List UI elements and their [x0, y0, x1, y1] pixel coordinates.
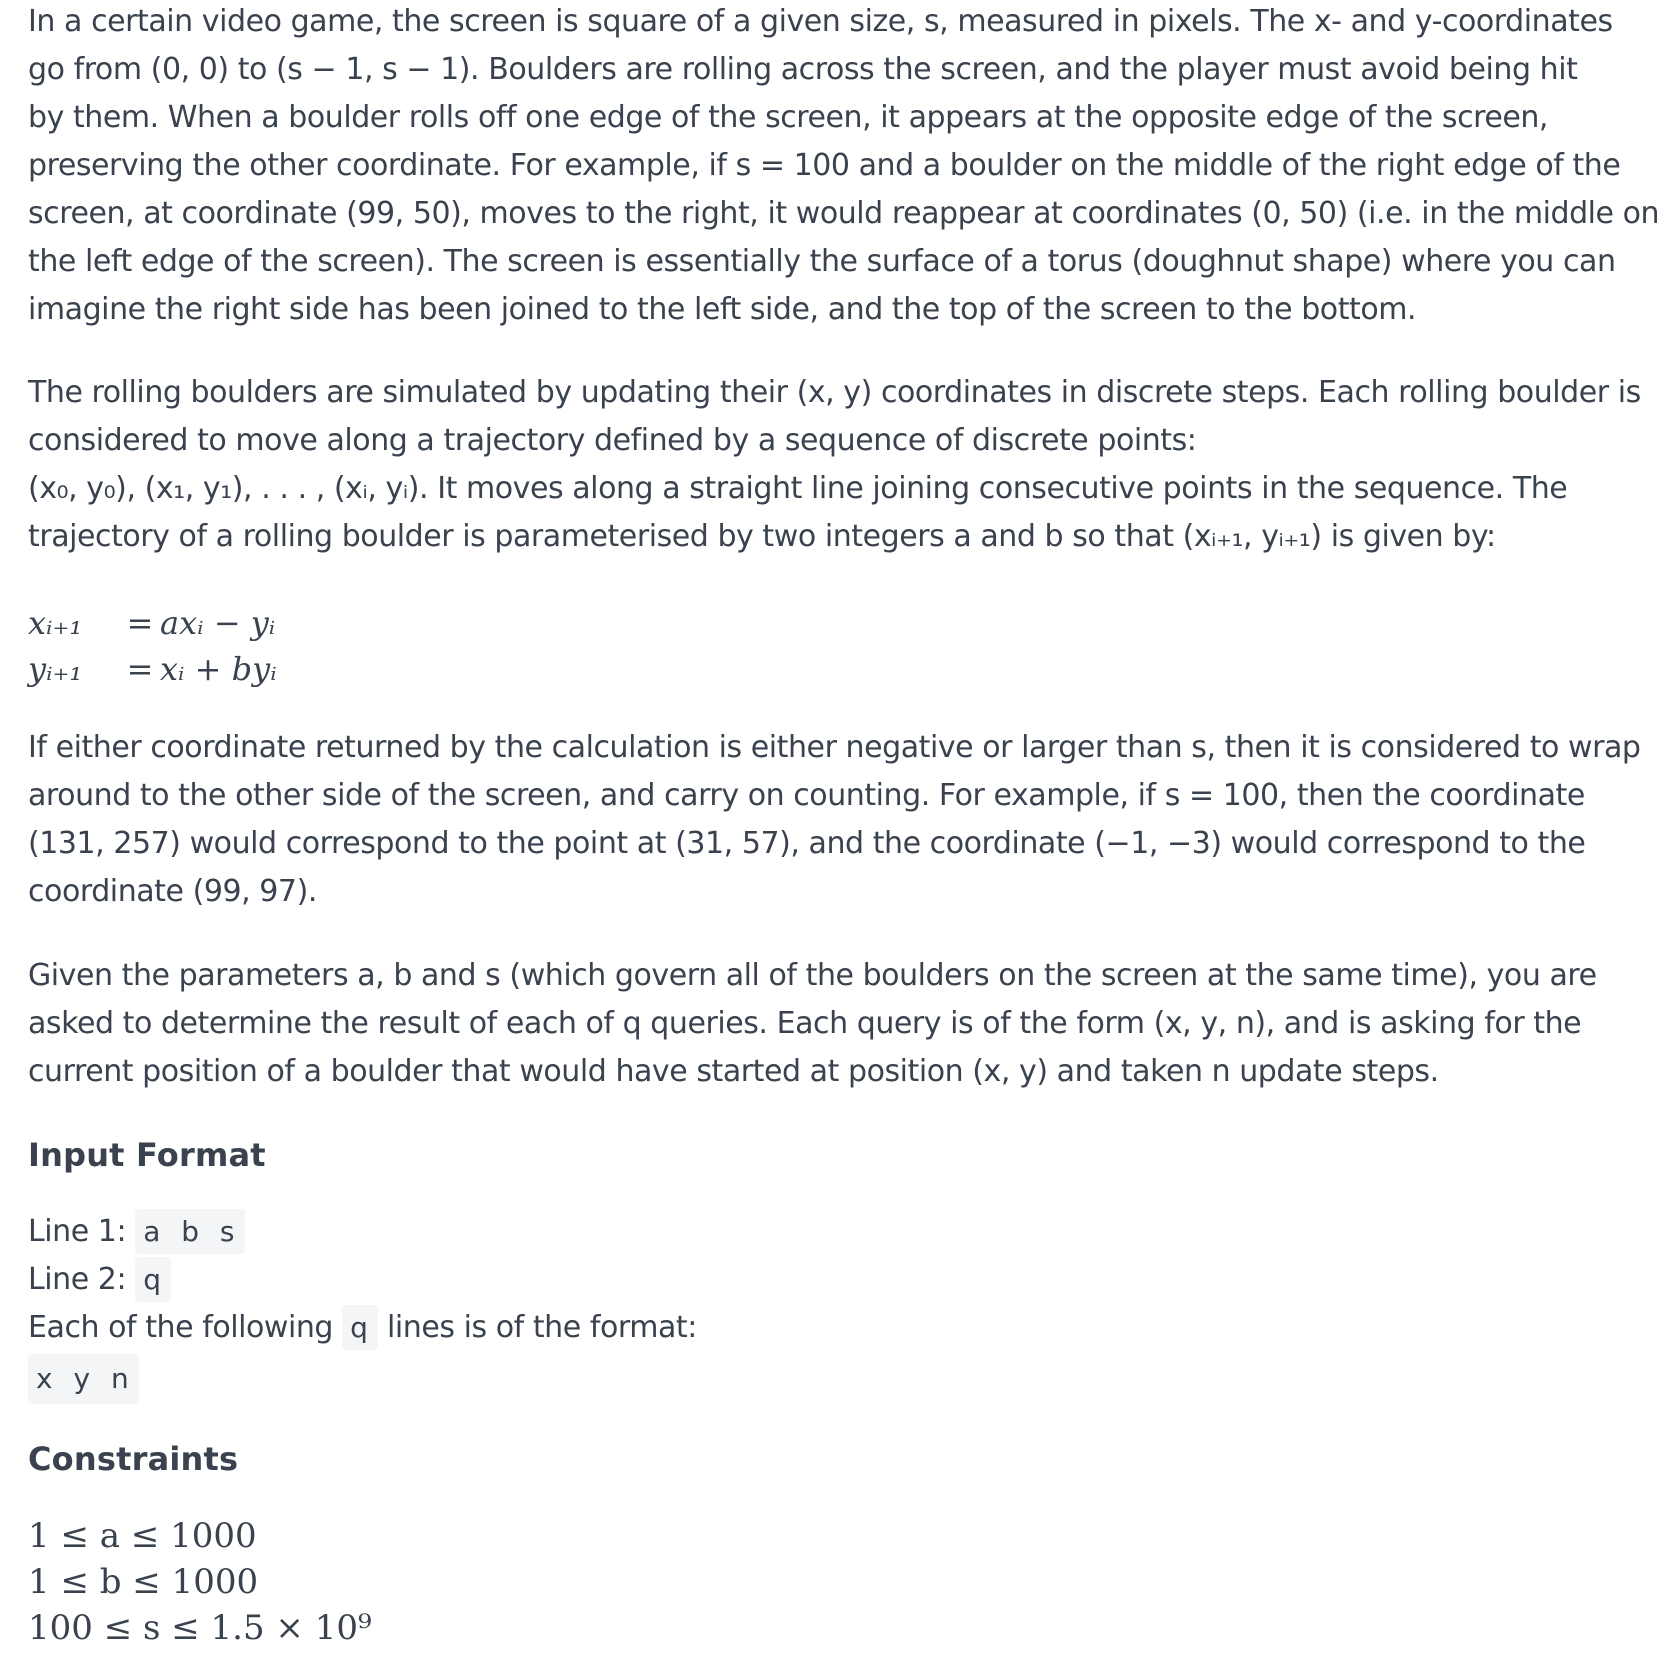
equation-op: =: [126, 604, 154, 642]
trajectory-paragraph: [28, 369, 1641, 561]
intro-line: In a certain video game, the screen is square of a given size, s, measured in pixels. The x- and y-coordinates: [28, 4, 1613, 39]
intro-line: imagine the right side has been joined to the left side, and the top of the screen to the bottom.: [28, 292, 1417, 327]
constraint-b: 1 ≤ b ≤ 1000: [28, 1562, 259, 1602]
input-line-2-label: Line 2:: [28, 1262, 127, 1297]
input-line-1-code: a b s: [135, 1209, 244, 1254]
queries-paragraph: [28, 952, 1597, 1096]
input-line-2-code: q: [135, 1257, 171, 1302]
equation-op: =: [126, 650, 154, 688]
equation-rhs: xᵢ + byᵢ: [160, 650, 277, 688]
equation-lhs: yᵢ₊₁: [28, 650, 83, 688]
wrap-line: coordinate (99, 97).: [28, 874, 317, 909]
intro-line: preserving the other coordinate. For example, if s = 100 and a boulder on the middle of the right edge of the: [28, 148, 1621, 183]
wrap-paragraph: [28, 724, 1641, 916]
queries-line: asked to determine the result of each of q queries. Each query is of the form (x, y, n), and is asking for the: [28, 1006, 1582, 1041]
equation-lhs: xᵢ₊₁: [28, 604, 83, 642]
trajectory-line: (x₀, y₀), (x₁, y₁), . . . , (xᵢ, yᵢ). It moves along a straight line joining consecutive points in the sequence. The: [28, 471, 1568, 506]
constraints-heading: Constraints: [28, 1440, 239, 1478]
intro-line: by them. When a boulder rolls off one edge of the screen, it appears at the opposite edge of the screen,: [28, 100, 1549, 135]
constraint-s: 100 ≤ s ≤ 1.5 × 10⁹: [28, 1608, 372, 1648]
constraints-list: [28, 1513, 372, 1651]
trajectory-line: The rolling boulders are simulated by updating their (x, y) coordinates in discrete steps. Each rolling boulder is: [28, 375, 1641, 410]
following-code: q: [342, 1305, 378, 1350]
equation-y: [28, 646, 277, 692]
wrap-line: If either coordinate returned by the calculation is either negative or larger than s, then it is considered to wrap: [28, 730, 1641, 765]
query-format-code: x y n: [28, 1354, 139, 1404]
queries-line: current position of a boulder that would have started at position (x, y) and taken n update steps.: [28, 1054, 1439, 1089]
update-equations: [28, 600, 277, 692]
intro-line: go from (0, 0) to (s − 1, s − 1). Boulders are rolling across the screen, and the player must avoid being hit: [28, 52, 1578, 87]
wrap-line: around to the other side of the screen, and carry on counting. For example, if s = 100, then the coordinate: [28, 778, 1585, 813]
input-line-1-label: Line 1:: [28, 1214, 127, 1249]
input-line-2: [28, 1256, 171, 1304]
equation-rhs: axᵢ − yᵢ: [160, 604, 276, 642]
input-following-line: [28, 1304, 697, 1352]
input-format-heading: Input Format: [28, 1136, 266, 1174]
intro-line: screen, at coordinate (99, 50), moves to the right, it would reappear at coordinates (0, 50) (i.e. in the middle on: [28, 196, 1660, 231]
queries-line: Given the parameters a, b and s (which govern all of the boulders on the screen at the same time), you are: [28, 958, 1597, 993]
wrap-line: (131, 257) would correspond to the point at (31, 57), and the coordinate (−1, −3) would correspond to the: [28, 826, 1586, 861]
following-prefix: Each of the following: [28, 1310, 334, 1345]
following-suffix: lines is of the format:: [387, 1310, 697, 1345]
query-format-block: [28, 1354, 139, 1404]
equation-x: [28, 600, 277, 646]
intro-paragraph: [28, 0, 1659, 334]
trajectory-line: considered to move along a trajectory defined by a sequence of discrete points:: [28, 423, 1197, 458]
intro-line: the left edge of the screen). The screen is essentially the surface of a torus (doughnut shape) where you can: [28, 244, 1616, 279]
input-line-1: [28, 1208, 245, 1256]
trajectory-line: trajectory of a rolling boulder is parameterised by two integers a and b so that (xᵢ₊₁, yᵢ₊₁) is given by:: [28, 519, 1496, 554]
constraint-a: 1 ≤ a ≤ 1000: [28, 1516, 257, 1556]
